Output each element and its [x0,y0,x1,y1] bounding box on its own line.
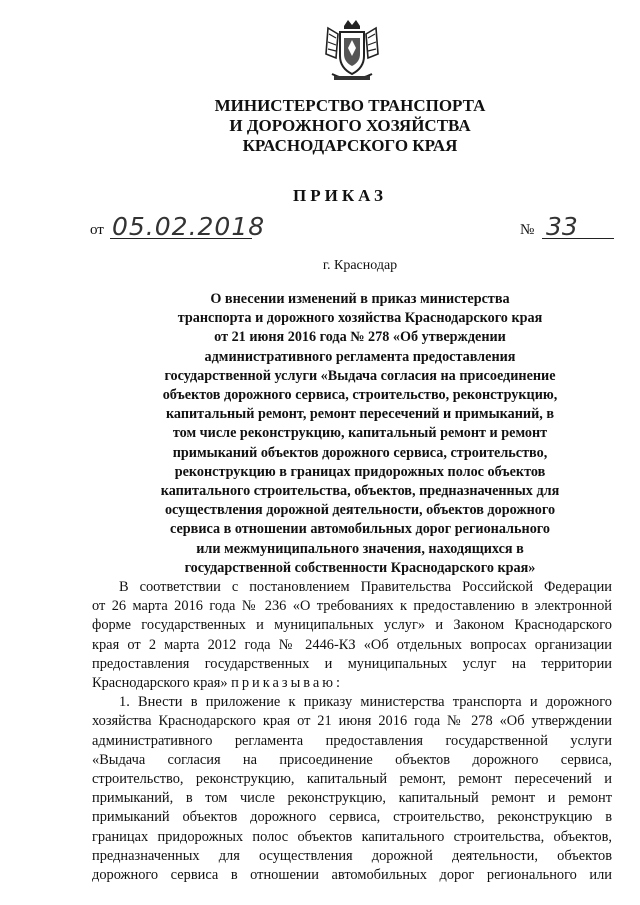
body-line: В соответствии с постановлением Правительства Российской Федерации [119,579,612,595]
title-line: государственной собственности Краснодарского края» [184,559,536,576]
body-line: предназначенных для осуществления дорожной деятельности, объектов [92,847,612,864]
document-type: ПРИКАЗ [293,186,387,205]
ministry-line-1: МИНИСТЕРСТВО ТРАНСПОРТА [214,96,486,115]
ministry-line-3: КРАСНОДАРСКОГО КРАЯ [242,136,458,155]
body-line: от 26 марта 2016 года № 236 «О требованиях к предоставлению в электронной [92,598,612,615]
title-line: капитальный ремонт, ремонт пересечений и примыканий, в [165,406,555,423]
body-line: края от 2 марта 2012 года № 2446-КЗ «Об отдельных вопросах организации [92,636,612,653]
number-underline [542,238,614,239]
document-body [92,578,612,885]
ministry-name [160,96,540,156]
title-line: от 21 июня 2016 года № 278 «Об утверждении [214,329,506,346]
number-value: 33 [546,212,578,241]
title-line: О внесении изменений в приказ министерства [210,291,510,307]
order-word: приказываю: [231,675,343,692]
title-line: капитального строительства, объектов, предназначенных для [160,483,560,500]
date-value: 05.02.2018 [112,212,266,241]
city: г. Краснодар [322,258,398,273]
number-label: № [520,222,535,238]
body-line: предоставления государственных и муниципальных услуг на территории [92,655,612,672]
coat-of-arms-icon [322,18,382,84]
title-line: реконструкцию в границах придорожных полос объектов [174,463,546,480]
title-line: или межмуниципального значения, находящихся в [196,540,524,557]
title-line: транспорта и дорожного хозяйства Краснодарского края [177,310,543,327]
title-line: объектов дорожного сервиса, строительство, реконструкцию, [162,387,558,404]
date-label: от [90,222,104,238]
ministry-line-2: И ДОРОЖНОГО ХОЗЯЙСТВА [229,116,471,135]
title-line: административного регламента предоставления [204,348,516,365]
title-line: том числе реконструкцию, капитальный ремонт и ремонт [172,425,548,442]
body-line: дорожного сервиса в отношении автомобильных дорог регионального или [92,867,612,884]
preamble-ending: Краснодарского края» [92,675,228,692]
body-line: примыканий, в том числе реконструкцию, капитальный ремонт и ремонт [92,790,612,807]
document-title [110,290,610,578]
body-line: хозяйства Краснодарского края от 21 июня 2016 года № 278 «Об утверждении [92,713,612,730]
title-line: примыканий объектов дорожного сервиса, строительство, [172,444,548,461]
title-line: осуществления дорожной деятельности, объектов дорожного [164,502,556,519]
body-line: административного регламента предоставления государственной услуги [92,732,612,749]
body-line: «Выдача согласия на присоединение объектов дорожного сервиса, [92,751,612,768]
date-underline [110,238,252,239]
body-line: примыканий объектов дорожного сервиса, строительство, реконструкцию в [92,809,612,826]
title-line: государственной услуги «Выдача согласия на присоединение [164,367,556,384]
title-line: сервиса в отношении автомобильных дорог регионального [170,521,550,538]
body-line: строительство, реконструкцию, капитальный ремонт, ремонт пересечений и [92,771,612,788]
body-line: границах придорожных полос объектов капитального строительства, объектов, [92,828,612,845]
body-line [92,674,612,693]
number-line [520,214,620,242]
body-line: 1. Внести в приложение к приказу министерства транспорта и дорожного [119,694,612,711]
date-line [90,212,266,242]
body-line: форме государственных и муниципальных услуг» и Законом Краснодарского [92,617,612,634]
